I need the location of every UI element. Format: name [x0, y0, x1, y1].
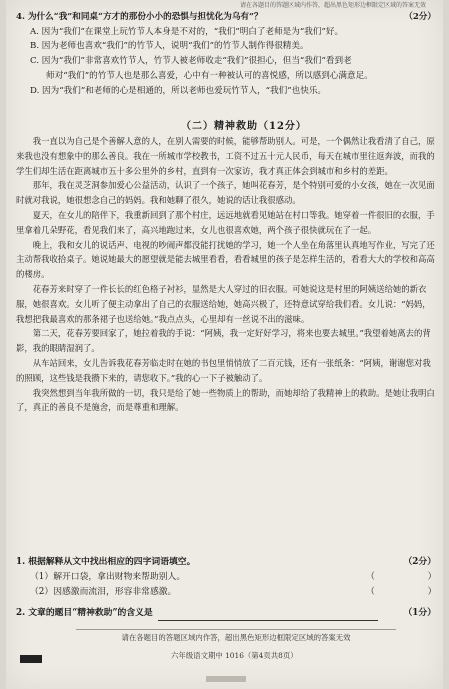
passage-paragraph: 第二天，花春芳要回家了，她拉着我的手说：“阿姨，我一定好好学习，将来也要去城里。”我望着她离去的背影，我的眼睛湿润了。 [16, 328, 431, 354]
passage-paragraph: 我突然想到当年我所做的一切，我只是给了她一些物质上的帮助，而她却给了我精神上的救助。是她让我明白了，真正的善良不是施舍，而是尊重和理解。 [16, 387, 435, 413]
question-2-text: 2. 文章的题目“精神救助”的含义是 [16, 608, 153, 618]
passage-paragraph: 从车站回来，女儿告诉我花春芳临走时在她的书包里悄悄放了二百元钱，还有一张纸条：“阿姨，谢谢您对我的照顾，这些钱是我攒下来的，请您收下。”我的心一下子被触动了。 [16, 357, 431, 383]
answer-blank[interactable]: （ ） [366, 587, 437, 597]
option-c-continued: 师对“我们”的竹节人也是那么喜爱，心中有一种被认可的喜悦感，所以感到心满意足。 [46, 70, 373, 81]
passage-paragraph: 晚上，我和女儿的说话声、电视的吵闹声都没能打扰她的学习，她一个人坐在角落里认真地写作业，写完了还主动帮我收拾桌子。她说她最大的愿望就是能去城里看看，看看城里的孩子是怎样生活的，看看大大的学校和高高的楼房。 [16, 239, 435, 280]
top-notice: 请在各题目的答题区域内作答，超出黑色矩形边框限定区域的答案无效 [239, 2, 426, 8]
question-4-score: （2分） [404, 12, 436, 22]
reading-passage [16, 134, 436, 415]
footer-label: 六年级语文期中 1016（第4页共8页） [171, 651, 298, 660]
notice-bar: 请在各题目的答题区域内作答，超出黑色矩形边框限定区域的答案无效 [76, 629, 396, 643]
option-a: A. 因为“我们”在课堂上玩竹节人本身是不对的，“我们”明白了老师是为“我们”好。 [30, 26, 344, 37]
question-2-score: （1分） [403, 608, 436, 618]
passage-paragraph: 那年，我在灵芝洞参加爱心公益活动，认识了一个孩子，她叫花春芳，是个特别可爱的小女孩，她在一次见面时就对我说，她很想念自己的妈妈。我和她聊了很久，她说的话让我很感动。 [16, 180, 435, 206]
passage-paragraph: 我一直以为自己是个善解人意的人，在别人需要的时候，能够帮助别人。可是，一个偶然让我看清了自己，原来我也没有想象中的那么善良。我在一所城市学校教书，工资不过五十元人民币，每天在城市里往返奔波，而我的学生们却生活在距离城市五十多公里外的乡村，直到有一次家访，我才真正体会到城市和乡村的差距。 [16, 136, 435, 176]
answer-line[interactable] [158, 610, 378, 621]
question-4-text: 4. 为什么“我”和同桌“方才的那份小小的恐惧与担忧化为乌有”？ [16, 12, 263, 22]
question-1-sub-2-text: （2）因感激而流泪，形容非常感激。 [30, 587, 177, 597]
option-d: D. 因为“我们”和老师的心是相通的，所以老师也爱玩竹节人，“我们”也快乐。 [30, 85, 327, 96]
page-footer [6, 648, 443, 662]
passage-paragraph: 花春芳来时穿了一件长长的红色格子衬衫，显然是大人穿过的旧衣服。可她说这是村里的阿姨送给她的新衣服，她很喜欢。女儿听了便主动拿出了自己的衣服送给她，她高兴极了，还特意试穿给我们看。女儿说：“妈妈，我想把我最喜欢的那条裙子也送给她。”我点点头，心里却有一丝说不出的滋味。 [16, 283, 431, 324]
question-1-text: 1. 根据解释从文中找出相应的四字词语填空。 [16, 557, 196, 567]
question-1-sub-2 [16, 585, 436, 600]
section-title: （二）精神救助（12分） [181, 121, 307, 132]
scan-mark [206, 676, 246, 682]
question-1-sub-1 [16, 570, 436, 585]
question-4-stem [16, 10, 436, 25]
passage-paragraph: 夏天，在女儿的陪伴下，我重新回到了那个村庄，远远地就看见她站在村口等我。她穿着一件很旧的衣服，手里拿着几朵野花，看见我们来了，高兴地跑过来，女儿也很喜欢她，两个孩子很快就玩在了一起。 [16, 209, 435, 235]
question-1-sub-1-text: （1）解开口袋，拿出财物来帮助别人。 [30, 572, 186, 582]
question-4 [16, 10, 436, 98]
question-1-score: （2分） [403, 557, 436, 567]
question-1 [16, 555, 436, 570]
paper-page [6, 0, 443, 689]
barcode-mark [20, 655, 42, 663]
option-b: B. 因为老师也喜欢“我们”的竹节人，说明“我们”的竹节人制作得很精美。 [30, 41, 309, 52]
questions-block [16, 555, 436, 621]
option-c: C. 因为“我们”非常喜欢竹节人，竹节人被老师收走“我们”很担心，但当“我们”看到老 [30, 56, 352, 67]
answer-blank[interactable]: （ ） [366, 572, 437, 582]
question-2 [16, 606, 436, 621]
